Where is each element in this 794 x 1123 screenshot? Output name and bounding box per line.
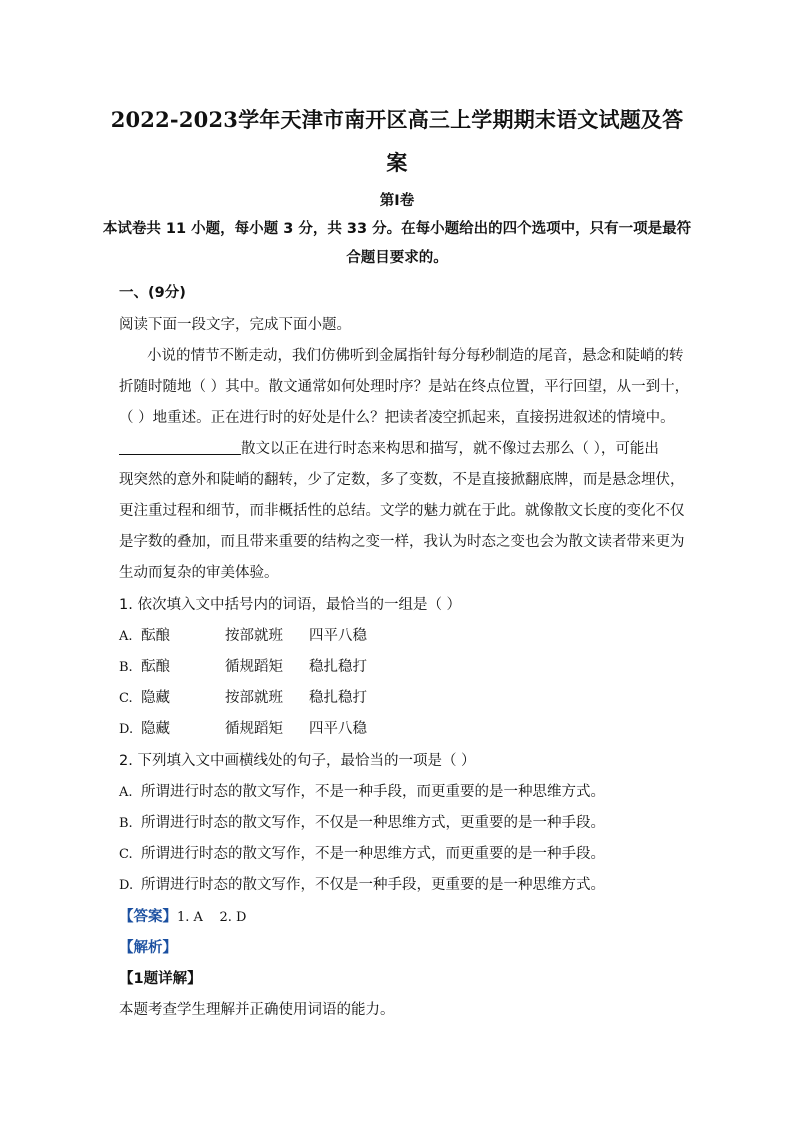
option-word: 按部就班 [225,628,283,644]
option-word: 隐藏 [141,721,170,737]
passage-line: 现突然的意外和陡峭的翻转，少了定数，多了变数，不是直接掀翻底牌，而是悬念埋伏， [119,472,685,488]
passage-line: 是字数的叠加，而且带来重要的结构之变一样，我认为时态之变也会为散文读者带来更为 [119,534,685,550]
question-1-stem: 1. 依次填入文中括号内的词语，最恰当的一组是（ ） [119,597,462,613]
read-prompt: 阅读下面一段文字，完成下面小题。 [119,317,351,333]
option-word: 循规蹈矩 [225,721,283,737]
doc-title-line2: 案 [386,150,408,175]
section-heading: 第Ⅰ卷 [379,193,415,209]
q1-option-b [119,655,367,676]
passage-line: 更注重过程和细节，而非概括性的总结。文学的魅力就在于此。就像散文长度的变化不仅 [119,503,685,519]
passage-line-with-blank [119,437,659,458]
passage-line: （ ）地重述。正在进行时的好处是什么？把读者凌空抓起来，直接拐进叙述的情境中。 [119,410,675,426]
passage-line: 生动而复杂的审美体验。 [119,565,279,581]
detail-text: 本题考查学生理解并正确使用词语的能力。 [119,1002,395,1018]
passage-line-text: 散文以正在进行时态来构思和描写，就不像过去那么（ ），可能出 [241,441,659,457]
option-label: C. [119,691,133,706]
option-label: B. [119,660,133,675]
part-one-heading: 一、(9分) [119,285,186,301]
q1-option-c [119,686,367,707]
option-word: 隐藏 [141,690,170,706]
q2-option-c [119,842,605,863]
q2-option-b [119,811,605,832]
passage-line: 折随时随地（ ）其中。散文通常如何处理时序？是站在终点位置，平行回望，从一到十， [119,379,690,395]
option-label: A. [119,629,133,644]
instructions-line2: 合题目要求的。 [346,250,448,266]
option-word: 四平八稳 [309,628,367,644]
option-text: 所谓进行时态的散文写作，不是一种思维方式，而更重要的是一种手段。 [141,846,605,862]
option-word: 稳扎稳打 [309,690,367,706]
question-2-stem: 2. 下列填入文中画横线处的句子，最恰当的一项是（ ） [119,753,476,769]
q2-option-d [119,873,605,894]
doc-title-line1: 2022-2023学年天津市南开区高三上学期期末语文试题及答 [110,107,684,132]
option-word: 酝酿 [141,628,170,644]
option-text: 所谓进行时态的散文写作，不是一种手段，而更重要的是一种思维方式。 [141,784,605,800]
option-label: A. [119,785,133,800]
answer-tag: 【答案】 [119,909,177,925]
passage-line: 小说的情节不断走动，我们仿佛听到金属指针每分每秒制造的尾音，悬念和陡峭的转 [147,348,684,364]
option-word: 酝酿 [141,659,170,675]
option-word: 循规蹈矩 [225,659,283,675]
answer-line [119,905,246,926]
option-word: 四平八稳 [309,721,367,737]
option-text: 所谓进行时态的散文写作，不仅是一种思维方式，更重要的是一种手段。 [141,815,605,831]
option-label: D. [119,722,134,737]
underline-blank [119,439,241,455]
option-label: B. [119,816,133,831]
option-word: 稳扎稳打 [309,659,367,675]
analysis-tag: 【解析】 [119,940,177,956]
answer-text: 1. A 2. D [177,910,247,925]
option-label: C. [119,847,133,862]
option-label: D. [119,878,134,893]
option-word: 按部就班 [225,690,283,706]
option-text: 所谓进行时态的散文写作，不仅是一种手段，更重要的是一种思维方式。 [141,877,605,893]
q1-option-d [119,717,367,738]
detail-tag: 【1题详解】 [119,971,202,987]
instructions-line1: 本试卷共 11 小题，每小题 3 分，共 33 分。在每小题给出的四个选项中，只有一项是最符 [102,221,692,237]
q1-option-a [119,624,367,645]
q2-option-a [119,780,605,801]
